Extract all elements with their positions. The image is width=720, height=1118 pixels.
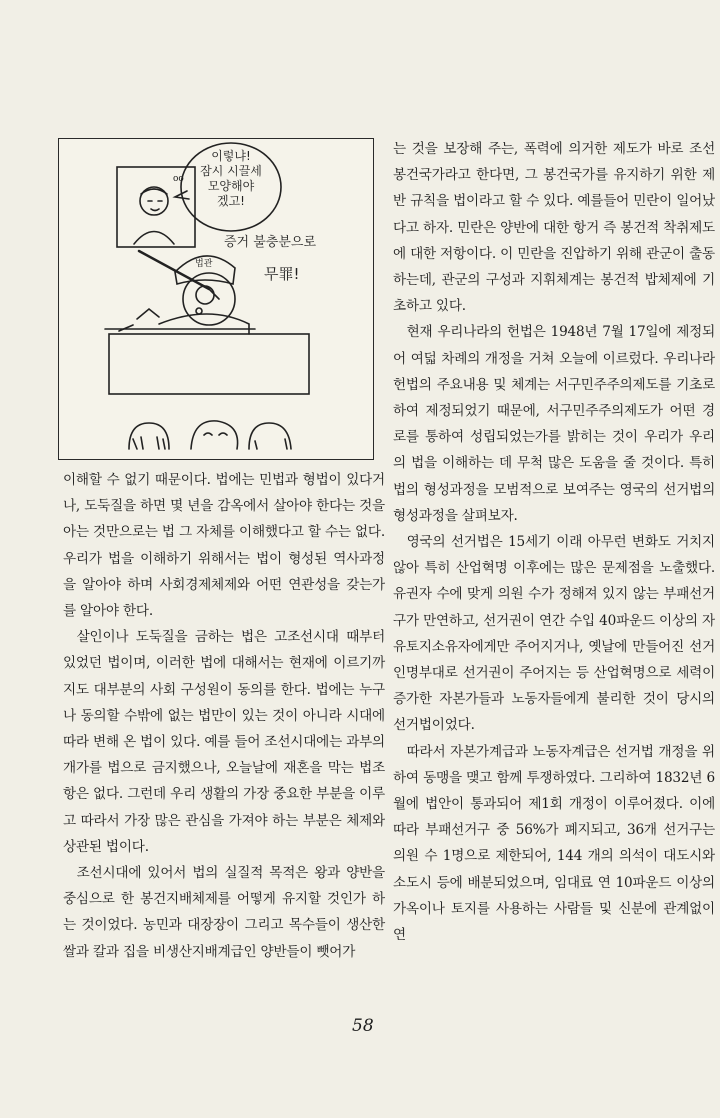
left-paragraph-3: 조선시대에 있어서 법의 실질적 목적은 왕과 양반을 중심으로 한 봉건지배체제를 어떻게 유지할 것인가 하는 것이었다. 농민과 대장장이 그리고 목수들이 생산한 쌀과 칼과 집을 비생산지배계급인 양반들이 뺏어가 [63, 865, 385, 960]
judge-hat-label: 법관 [195, 259, 213, 269]
speech-line-3: 모양해야 [207, 179, 255, 193]
right-paragraph-1: 는 것을 보장해 주는, 폭력에 의거한 제도가 바로 조선 봉건국가라고 한다면, 그 봉건국가를 유지하기 위한 제반 규칙을 법이라고 할 수 있다. 예를들어 민란이 일어났다고 하자. 민란은 양반에 대한 항거 즉 봉건적 착취제도에 대한 저항이다. 이 민란을 진압하기 위해 관군이 출동하는데, 관군의 구성과 지휘체계는 봉건적 밥체제에 기초하고 있다. [393, 141, 715, 315]
right-paragraph-4: 따라서 자본가계급과 노동자계급은 선거법 개정을 위하여 동맹을 맺고 함께 투쟁하였다. 그리하여 1832년 6월에 법안이 통과되어 제1회 개정이 이루어졌다. 이에 따라 부패선거구 중 56%가 폐지되고, 36개 선거구는 의원 수 1명으로 제한되어, 144 개의 의석이 대도시와 소도시 등에 배분되었으며, 임대료 연 10파운드 이상의 가옥이나 토지를 사용하는 사람들 및 신분에 관계없이 연 [393, 743, 715, 944]
speech-line-1: 이렇냐! [211, 149, 251, 163]
page-number: 58 [352, 1016, 374, 1036]
cartoon-caption-line-1: 증거 불충분으로 [224, 235, 317, 250]
left-text-column [63, 467, 385, 965]
svg-text:oo: oo [173, 174, 184, 184]
right-paragraph-3: 영국의 선거법은 15세기 이래 아무런 변화도 거치지 않아 특히 산업혁명 이후에는 많은 문제점을 노출했다. 유권자 수에 맞게 의원 수가 정해져 있지 않는 부패선거구가 만연하고, 선거권이 연간 수입 40파운드 이상의 자유토지소유자에게만 주어지거나, 옛날에 만들어진 선거인명부대로 선거권이 주어지는 등 산업혁명으로 세력이 증가한 자본가들과 노동자들에게 불리한 것이 당시의 선거법이었다. [393, 534, 715, 734]
cartoon-caption-line-2: 무罪! [264, 265, 300, 283]
speech-line-4: 겠고! [217, 194, 245, 208]
left-paragraph-1: 이해할 수 없기 때문이다. 법에는 민법과 형법이 있다거나, 도둑질을 하면 몇 년을 감옥에서 살아야 한다는 것을 아는 것만으로는 법 그 자체를 이해했다고 할 수는 없다. 우리가 법을 이해하기 위해서는 법이 형성된 역사과정을 알아야 하며 사회경제체제와 어떤 연관성을 갖는가를 알아야 한다. [63, 472, 385, 620]
cartoon-illustration [58, 138, 374, 460]
left-paragraph-2: 살인이나 도둑질을 금하는 법은 고조선시대 때부터 있었던 법이며, 이러한 법에 대해서는 현재에 이르기까지도 대부분의 사회 구성원이 동의를 한다. 법에는 누구나 동의할 수밖에 없는 법만이 있는 것이 아니라 시대에 따라 변해 온 법이 있다. 예를 들어 조선시대에는 과부의 개가를 법으로 금지했으나, 오늘날에 재혼을 막는 법조항은 없다. 그런데 우리 생활의 가장 중요한 부분을 이루고 따라서 가장 많은 관심을 가져야 하는 부분은 체제와 상관된 법이다. [63, 629, 385, 855]
judge-bench [109, 334, 309, 394]
right-paragraph-2: 현재 우리나라의 헌법은 1948년 7월 17일에 제정되어 여덟 차례의 개정을 거쳐 오늘에 이르렀다. 우리나라 헌법의 주요내용 및 체계는 서구민주주의제도를 기초로 하여 제정되었기 때문에, 서구민주주의제도가 어떤 경로를 통하여 성립되었는가를 밝히는 것이 우리가 우리의 법을 이해하는 데 무척 많은 도움을 줄 것이다. 특히 법의 형성과정을 모범적으로 보여주는 영국의 선거법의 형성과정을 살펴보자. [393, 324, 715, 524]
right-text-column [393, 136, 715, 948]
speech-line-2: 잠시 시끌세 [200, 164, 262, 178]
